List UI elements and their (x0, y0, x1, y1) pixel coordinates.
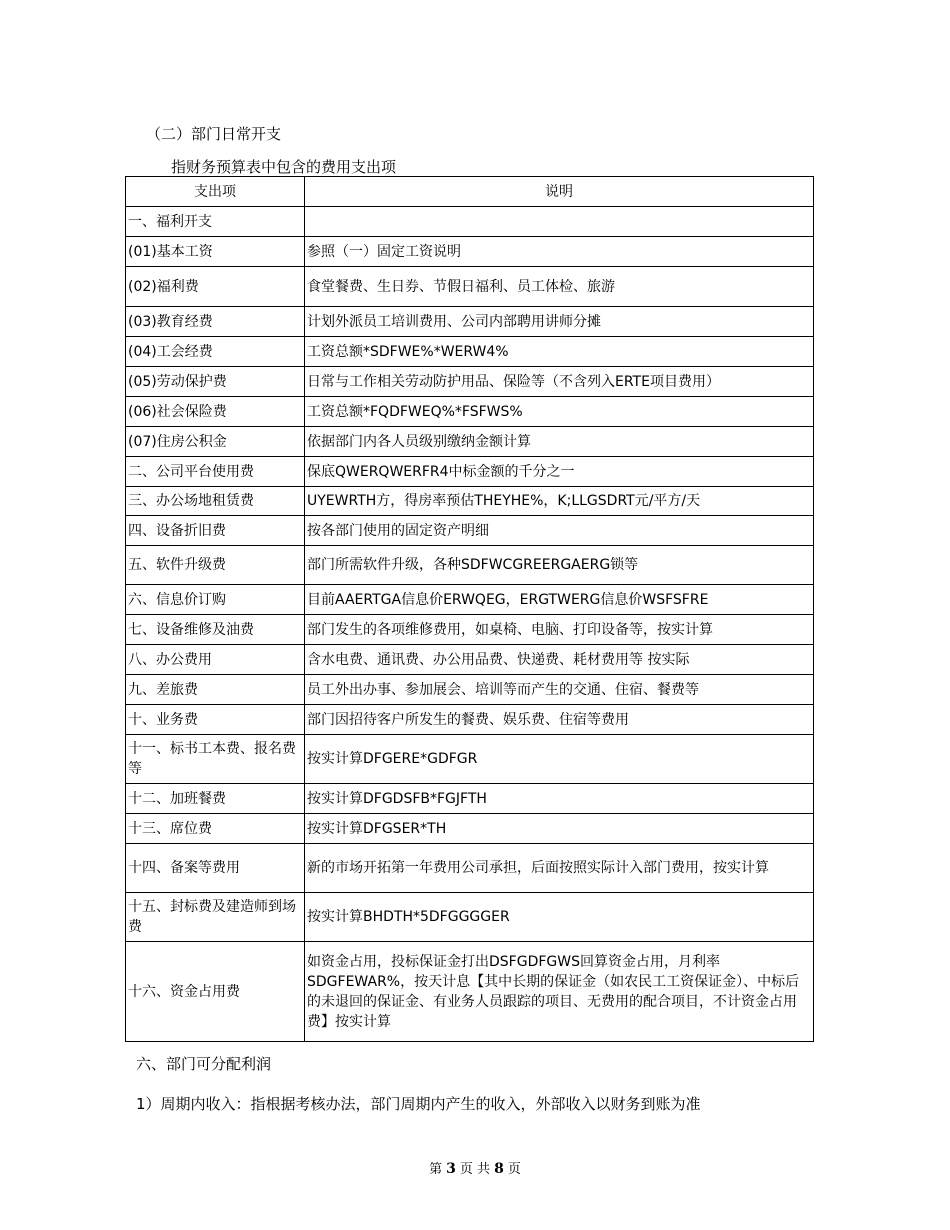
table-row (126, 675, 814, 705)
row-description: 部门所需软件升级，各种SDFWCGREERGAERG锁等 (305, 546, 814, 585)
table-row (126, 546, 814, 585)
row-description: 工资总额*SDFWE%*WERW4% (305, 337, 814, 367)
table-row (126, 267, 814, 307)
table-header-row (126, 177, 814, 207)
row-description: 含水电费、通讯费、办公用品费、快递费、耗材费用等 按实际 (305, 645, 814, 675)
table-row (126, 645, 814, 675)
table-row (126, 893, 814, 942)
row-item: 六、信息价订购 (126, 585, 305, 615)
row-item: (03)教育经费 (126, 307, 305, 337)
row-description: 员工外出办事、参加展会、培训等而产生的交通、住宿、餐费等 (305, 675, 814, 705)
table-row (126, 705, 814, 735)
row-description: 新的市场开拓第一年费用公司承担，后面按照实际计入部门费用，按实计算 (305, 844, 814, 893)
row-description: 部门因招待客户所发生的餐费、娱乐费、住宿等费用 (305, 705, 814, 735)
current-page: 3 (446, 1161, 456, 1177)
row-item: (02)福利费 (126, 267, 305, 307)
table-row (126, 487, 814, 516)
row-item: (05)劳动保护费 (126, 367, 305, 397)
row-item: (01)基本工资 (126, 237, 305, 267)
row-item: 十六、资金占用费 (126, 942, 305, 1042)
row-item: 八、办公费用 (126, 645, 305, 675)
section-title: （二）部门日常开支 (146, 125, 282, 143)
table-row (126, 615, 814, 645)
table-row (126, 844, 814, 893)
table-row (126, 457, 814, 487)
row-item: 十五、封标费及建造师到场费 (126, 893, 305, 942)
row-item: 十、业务费 (126, 705, 305, 735)
section-six-heading: 六、部门可分配利润 (136, 1055, 272, 1073)
row-item: 七、设备维修及油费 (126, 615, 305, 645)
row-item: 十三、席位费 (126, 814, 305, 844)
table-caption: 指财务预算表中包含的费用支出项 (171, 158, 397, 176)
row-item: 九、差旅费 (126, 675, 305, 705)
row-item: 十二、加班餐费 (126, 784, 305, 814)
table-row (126, 207, 814, 237)
row-item: 十四、备案等费用 (126, 844, 305, 893)
table-row (126, 585, 814, 615)
table-row (126, 397, 814, 427)
row-description: 按实计算DFGERE*GDFGR (305, 735, 814, 784)
row-item: 五、软件升级费 (126, 546, 305, 585)
row-description: 依据部门内各人员级别缴纳金额计算 (305, 427, 814, 457)
row-description: 工资总额*FQDFWEQ%*FSFWS% (305, 397, 814, 427)
row-description: 如资金占用，投标保证金打出DSFGDFGWS回算资金占用，月利率SDGFEWAR%，按天计息【其中长期的保证金（如农民工工资保证金）、中标后的未退回的保证金、有业务人员跟踪的项目、无费用的配合项目，不计资金占用费】按实计算 (305, 942, 814, 1042)
row-description: 按实计算DFGSER*TH (305, 814, 814, 844)
total-pages: 8 (494, 1161, 504, 1177)
table-row (126, 942, 814, 1042)
table-row (126, 427, 814, 457)
page-number: 第 3 页 共 8 页 (429, 1161, 521, 1177)
row-description: 保底QWERQWERFR4中标金额的千分之一 (305, 457, 814, 487)
row-item: 一、福利开支 (126, 207, 305, 237)
header-description: 说明 (305, 177, 814, 207)
row-description: 参照（一）固定工资说明 (305, 237, 814, 267)
table-row (126, 735, 814, 784)
expense-table (125, 176, 814, 1042)
row-description: 按实计算DFGDSFB*FGJFTH (305, 784, 814, 814)
row-description: 部门发生的各项维修费用，如桌椅、电脑、打印设备等，按实计算 (305, 615, 814, 645)
row-description: 食堂餐费、生日券、节假日福利、员工体检、旅游 (305, 267, 814, 307)
row-item: (04)工会经费 (126, 337, 305, 367)
header-item: 支出项 (126, 177, 305, 207)
table-row (126, 367, 814, 397)
row-description: 按实计算BHDTH*5DFGGGGER (305, 893, 814, 942)
table-row (126, 516, 814, 546)
row-item: (07)住房公积金 (126, 427, 305, 457)
table-row (126, 784, 814, 814)
row-description: 目前AAERTGA信息价ERWQEG，ERGTWERG信息价WSFSFRE (305, 585, 814, 615)
row-description: 计划外派员工培训费用、公司内部聘用讲师分摊 (305, 307, 814, 337)
row-item: (06)社会保险费 (126, 397, 305, 427)
row-item: 二、公司平台使用费 (126, 457, 305, 487)
row-description: 日常与工作相关劳动防护用品、保险等（不含列入ERTE项目费用） (305, 367, 814, 397)
row-description (305, 207, 814, 237)
row-item: 十一、标书工本费、报名费等 (126, 735, 305, 784)
row-description: UYEWRTH方，得房率预估THEYHE%，K;LLGSDRT元/平方/天 (305, 487, 814, 516)
row-item: 四、设备折旧费 (126, 516, 305, 546)
row-item: 三、办公场地租赁费 (126, 487, 305, 516)
table-row (126, 814, 814, 844)
table-row (126, 337, 814, 367)
row-description: 按各部门使用的固定资产明细 (305, 516, 814, 546)
table-row (126, 237, 814, 267)
income-paragraph: 1）周期内收入：指根据考核办法，部门周期内产生的收入，外部收入以财务到账为准 (136, 1095, 701, 1113)
table-row (126, 307, 814, 337)
